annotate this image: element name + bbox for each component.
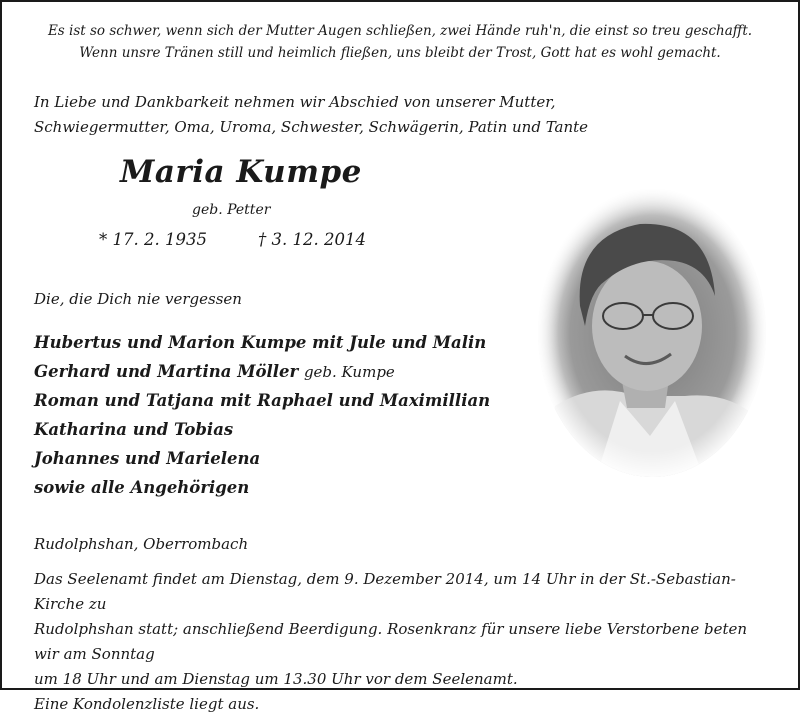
location: Rudolphshan, Oberrombach [34, 535, 249, 553]
list-item [34, 444, 490, 473]
funeral-notice [34, 567, 772, 717]
notice-line-3: um 18 Uhr und am Dienstag um 13.30 Uhr vor dem Seelenamt. [34, 670, 518, 688]
memorial-poem [2, 20, 798, 64]
list-item [34, 415, 490, 444]
mourners-heading: Die, die Dich nie vergessen [34, 290, 242, 308]
mourner-name: Hubertus und Marion Kumpe mit Jule und Malin [34, 333, 487, 352]
mourner-name: sowie alle Angehörigen [34, 478, 250, 497]
portrait-photo-icon [535, 186, 770, 481]
notice-line-2: Rudolphshan statt; anschließend Beerdigung. Rosenkranz für unsere liebe Verstorbene beten wir am Sonntag [34, 620, 748, 663]
mourner-name: Roman und Tatjana mit Raphael und Maximillian [34, 391, 491, 410]
list-item [34, 386, 490, 415]
maiden-name: geb. Petter [192, 202, 271, 218]
mourner-name: Johannes und Marielena [34, 449, 261, 468]
intro-line-1: In Liebe und Dankbarkeit nehmen wir Abschied von unserer Mutter, [34, 93, 556, 111]
poem-line-2: Wenn unsre Tränen still und heimlich fließen, uns bleibt der Trost, Gott hat es wohl gemacht. [79, 45, 721, 61]
death-date: † 3. 12. 2014 [258, 230, 366, 249]
mourner-name: Gerhard und Martina Möller [34, 362, 299, 381]
notice-line-4: Eine Kondolenzliste liegt aus. [34, 695, 260, 713]
mourners-list [34, 328, 490, 502]
list-item [34, 328, 490, 357]
intro-line-2: Schwiegermutter, Oma, Uroma, Schwester, Schwägerin, Patin und Tante [34, 118, 589, 136]
birth-date: * 17. 2. 1935 [99, 230, 207, 249]
notice-line-1: Das Seelenamt findet am Dienstag, dem 9. Dezember 2014, um 14 Uhr in der St.-Sebastian-Kirche zu [34, 570, 736, 613]
mourner-suffix: geb. Kumpe [303, 363, 395, 381]
farewell-intro [34, 90, 588, 140]
mourner-name: Katharina und Tobias [34, 420, 234, 439]
list-item [34, 473, 490, 502]
list-item [34, 357, 490, 386]
poem-line-1: Es ist so schwer, wenn sich der Mutter Augen schließen, zwei Hände ruh'n, die einst so treu geschafft. [47, 23, 753, 39]
deceased-name: Maria Kumpe [120, 154, 362, 190]
